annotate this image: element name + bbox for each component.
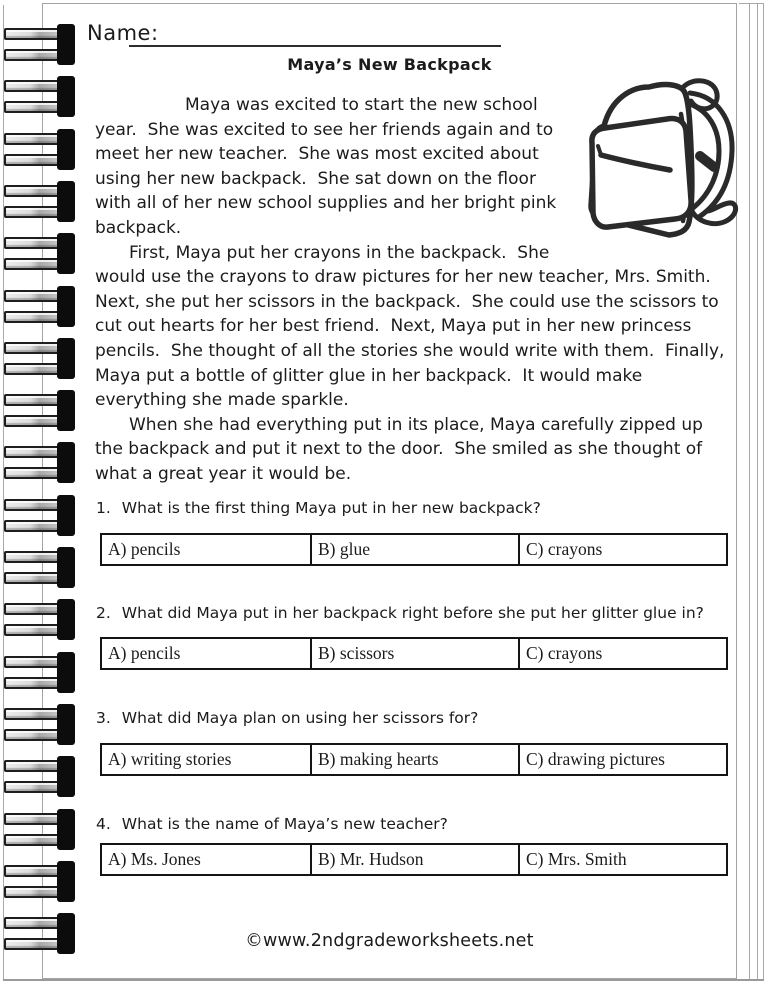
binder-ring <box>0 394 78 428</box>
answer-3a: A) writing stories <box>108 749 232 769</box>
question-4-number: 4. <box>96 815 111 833</box>
name-label: Name: <box>87 21 159 45</box>
binder-ring <box>0 185 78 219</box>
binder-ring <box>0 133 78 167</box>
ring-bar <box>4 708 62 720</box>
ring-bar <box>4 237 62 249</box>
ring-bracket <box>57 76 75 117</box>
question-2-number: 2. <box>96 604 111 622</box>
ring-bracket <box>57 599 75 640</box>
ring-bar <box>4 290 62 302</box>
question-4 <box>96 815 732 834</box>
ring-bracket <box>57 233 75 274</box>
ring-bar <box>4 28 62 40</box>
binder-ring <box>0 603 78 637</box>
binder-ring <box>0 708 78 742</box>
ring-bar <box>4 101 62 113</box>
ring-bracket <box>57 652 75 693</box>
answer-table-2 <box>100 637 728 670</box>
question-1-number: 1. <box>96 499 111 517</box>
answer-2c: C) crayons <box>518 639 726 668</box>
binder-ring <box>0 237 78 271</box>
question-3 <box>96 709 732 728</box>
ring-bracket <box>57 338 75 379</box>
ring-bar <box>4 624 62 636</box>
ring-bar <box>4 206 62 218</box>
ring-bar <box>4 394 62 406</box>
question-3-text: What did Maya plan on using her scissors for? <box>121 709 479 727</box>
ring-bracket <box>57 756 75 797</box>
ring-bar <box>4 729 62 741</box>
ring-bracket <box>57 809 75 850</box>
binder-ring <box>0 656 78 690</box>
ring-bar <box>4 917 62 929</box>
story-paragraph-2: First, Maya put her crayons in the backpack. She would use the crayons to draw pictures for her new teacher, Mrs. Smith. Next, she put her scissors in the backpack. She could use the scissors to cut out hearts for her best friend. Next, Maya put in her new princess pencils. She thought of all the stories she would write with them. Finally, Maya put a bottle of glitter glue in her backpack. It would make everything she made sparkle. <box>95 242 730 411</box>
ring-bar <box>4 133 62 145</box>
answer-1b: B) glue <box>310 535 518 564</box>
ring-bar <box>4 813 62 825</box>
ring-bracket <box>57 181 75 222</box>
ring-bar <box>4 415 62 427</box>
name-blank-line <box>129 45 501 47</box>
page-edge-top <box>739 3 764 4</box>
binder-ring <box>0 290 78 324</box>
binder-ring <box>0 760 78 794</box>
worksheet-title: Maya’s New Backpack <box>287 55 492 74</box>
story-paragraph-1: Maya was excited to start the new school year. She was excited to see her friends again and to meet her new teacher. She was most excited about using her new backpack. She sat down on the floor with all of her new school supplies and her bright pink backpack. <box>95 95 562 238</box>
ring-bar <box>4 467 62 479</box>
binder-ring <box>0 813 78 847</box>
binder-ring <box>0 342 78 376</box>
story-paragraph-3: When she had everything put in its place, Maya carefully zipped up the backpack and put it next to the door. She smiled as she thought of what a great year it would be. <box>95 414 709 484</box>
ring-bar <box>4 677 62 689</box>
answer-3b: B) making hearts <box>310 745 518 774</box>
ring-bar <box>4 656 62 668</box>
ring-bar <box>4 311 62 323</box>
ring-bar <box>4 834 62 846</box>
ring-bar <box>4 446 62 458</box>
ring-bar <box>4 760 62 772</box>
ring-bar <box>4 603 62 615</box>
question-1-text: What is the first thing Maya put in her new backpack? <box>121 499 541 517</box>
answer-2b: B) scissors <box>310 639 518 668</box>
question-4-text: What is the name of Maya’s new teacher? <box>121 815 448 833</box>
question-2 <box>96 604 732 623</box>
answer-4c: C) Mrs. Smith <box>518 845 726 874</box>
binder-ring <box>0 865 78 899</box>
ring-bar <box>4 886 62 898</box>
binder-ring <box>0 446 78 480</box>
source-credit: ©www.2ndgradeworksheets.net <box>245 931 534 951</box>
backpack-illustration-icon <box>578 72 764 242</box>
ring-bar <box>4 551 62 563</box>
binder-ring <box>0 551 78 585</box>
ring-bracket <box>57 286 75 327</box>
answer-4b: B) Mr. Hudson <box>310 845 518 874</box>
ring-bar <box>4 154 62 166</box>
ring-bar <box>4 363 62 375</box>
ring-bar <box>4 80 62 92</box>
answer-1c: C) crayons <box>518 535 726 564</box>
spiral-binding <box>0 0 80 994</box>
answer-table-3 <box>100 743 728 776</box>
ring-bar <box>4 520 62 532</box>
ring-bar <box>4 342 62 354</box>
answer-3c: C) drawing pictures <box>518 745 726 774</box>
ring-bracket <box>57 390 75 431</box>
answer-4a: A) Ms. Jones <box>108 849 201 869</box>
binder-ring <box>0 80 78 114</box>
ring-bar <box>4 865 62 877</box>
answer-1a: A) pencils <box>108 539 181 559</box>
question-1 <box>96 499 732 518</box>
ring-bracket <box>57 704 75 745</box>
question-3-number: 3. <box>96 709 111 727</box>
ring-bar <box>4 572 62 584</box>
question-2-text: What did Maya put in her backpack right before she put her glitter glue in? <box>121 604 704 622</box>
ring-bracket <box>57 547 75 588</box>
binder-ring <box>0 499 78 533</box>
ring-bar <box>4 258 62 270</box>
ring-bracket <box>57 495 75 536</box>
ring-bar <box>4 185 62 197</box>
answer-table-1 <box>100 533 728 566</box>
answer-table-4 <box>100 843 728 876</box>
ring-bracket <box>57 442 75 483</box>
ring-bracket <box>57 861 75 902</box>
ring-bracket <box>57 129 75 170</box>
answer-2a: A) pencils <box>108 643 181 663</box>
ring-bar <box>4 781 62 793</box>
page-edge-bottom <box>3 979 764 981</box>
ring-bar <box>4 499 62 511</box>
